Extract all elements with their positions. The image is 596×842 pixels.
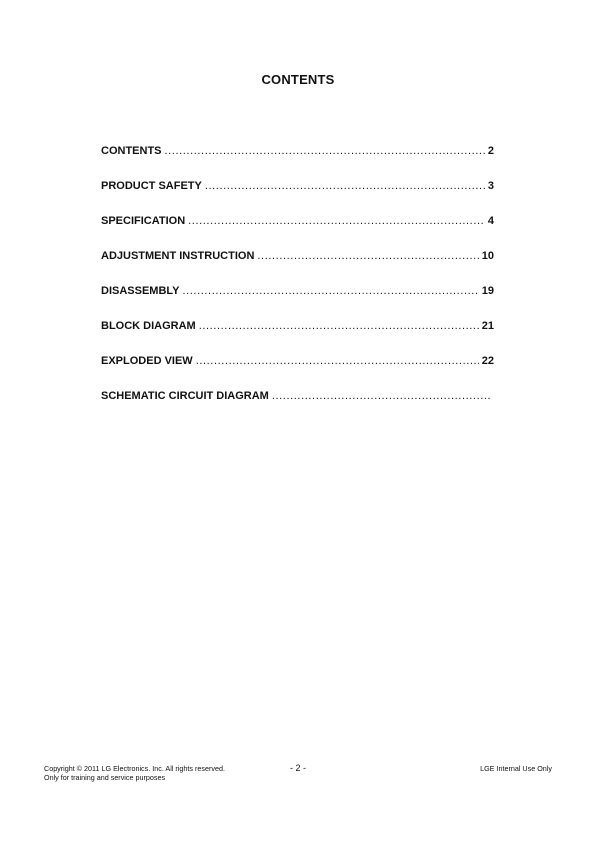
toc-leader-dots — [199, 320, 479, 332]
toc-leader-dots — [257, 250, 478, 262]
toc-entry-product-safety[interactable] — [101, 180, 494, 215]
toc-entry-label: PRODUCT SAFETY — [101, 180, 202, 192]
toc-entry-disassembly[interactable] — [101, 285, 494, 320]
toc-leader-dots — [165, 145, 485, 157]
toc-leader-dots — [196, 355, 479, 367]
toc-leader-dots — [188, 215, 485, 227]
toc-entry-page: 19 — [481, 285, 494, 297]
footer-copyright: Copyright © 2011 LG Electronics. Inc. All rights reserved. — [44, 764, 225, 773]
toc-entry-label: DISASSEMBLY — [101, 285, 180, 297]
footer-page-number: - 2 - — [289, 763, 306, 773]
footer-purpose: Only for training and service purposes — [44, 773, 166, 782]
toc-entry-label: ADJUSTMENT INSTRUCTION — [101, 250, 255, 262]
table-of-contents — [101, 145, 494, 425]
toc-entry-page: 2 — [487, 145, 494, 157]
toc-leader-dots — [205, 180, 485, 192]
toc-entry-block-diagram[interactable] — [101, 320, 494, 355]
toc-entry-adjustment-instruction[interactable] — [101, 250, 494, 285]
page-title: CONTENTS — [261, 72, 335, 87]
toc-entry-page: 10 — [481, 250, 494, 262]
toc-entry-page: 21 — [481, 320, 494, 332]
toc-entry-label: SPECIFICATION — [101, 215, 186, 227]
toc-entry-label: BLOCK DIAGRAM — [101, 320, 196, 332]
toc-entry-contents[interactable] — [101, 145, 494, 180]
toc-entry-page: 3 — [487, 180, 494, 192]
toc-leader-dots — [182, 285, 478, 297]
toc-leader-dots — [272, 390, 491, 402]
toc-entry-label: EXPLODED VIEW — [101, 355, 193, 367]
toc-entry-label: SCHEMATIC CIRCUIT DIAGRAM — [101, 390, 269, 402]
toc-entry-specification[interactable] — [101, 215, 494, 250]
toc-entry-label: CONTENTS — [101, 145, 162, 157]
toc-entry-schematic-circuit-diagram[interactable] — [101, 390, 494, 425]
toc-entry-exploded-view[interactable] — [101, 355, 494, 390]
toc-entry-page: 4 — [487, 215, 494, 227]
footer-internal-use: LGE Internal Use Only — [480, 764, 552, 773]
toc-entry-page: 22 — [481, 355, 494, 367]
